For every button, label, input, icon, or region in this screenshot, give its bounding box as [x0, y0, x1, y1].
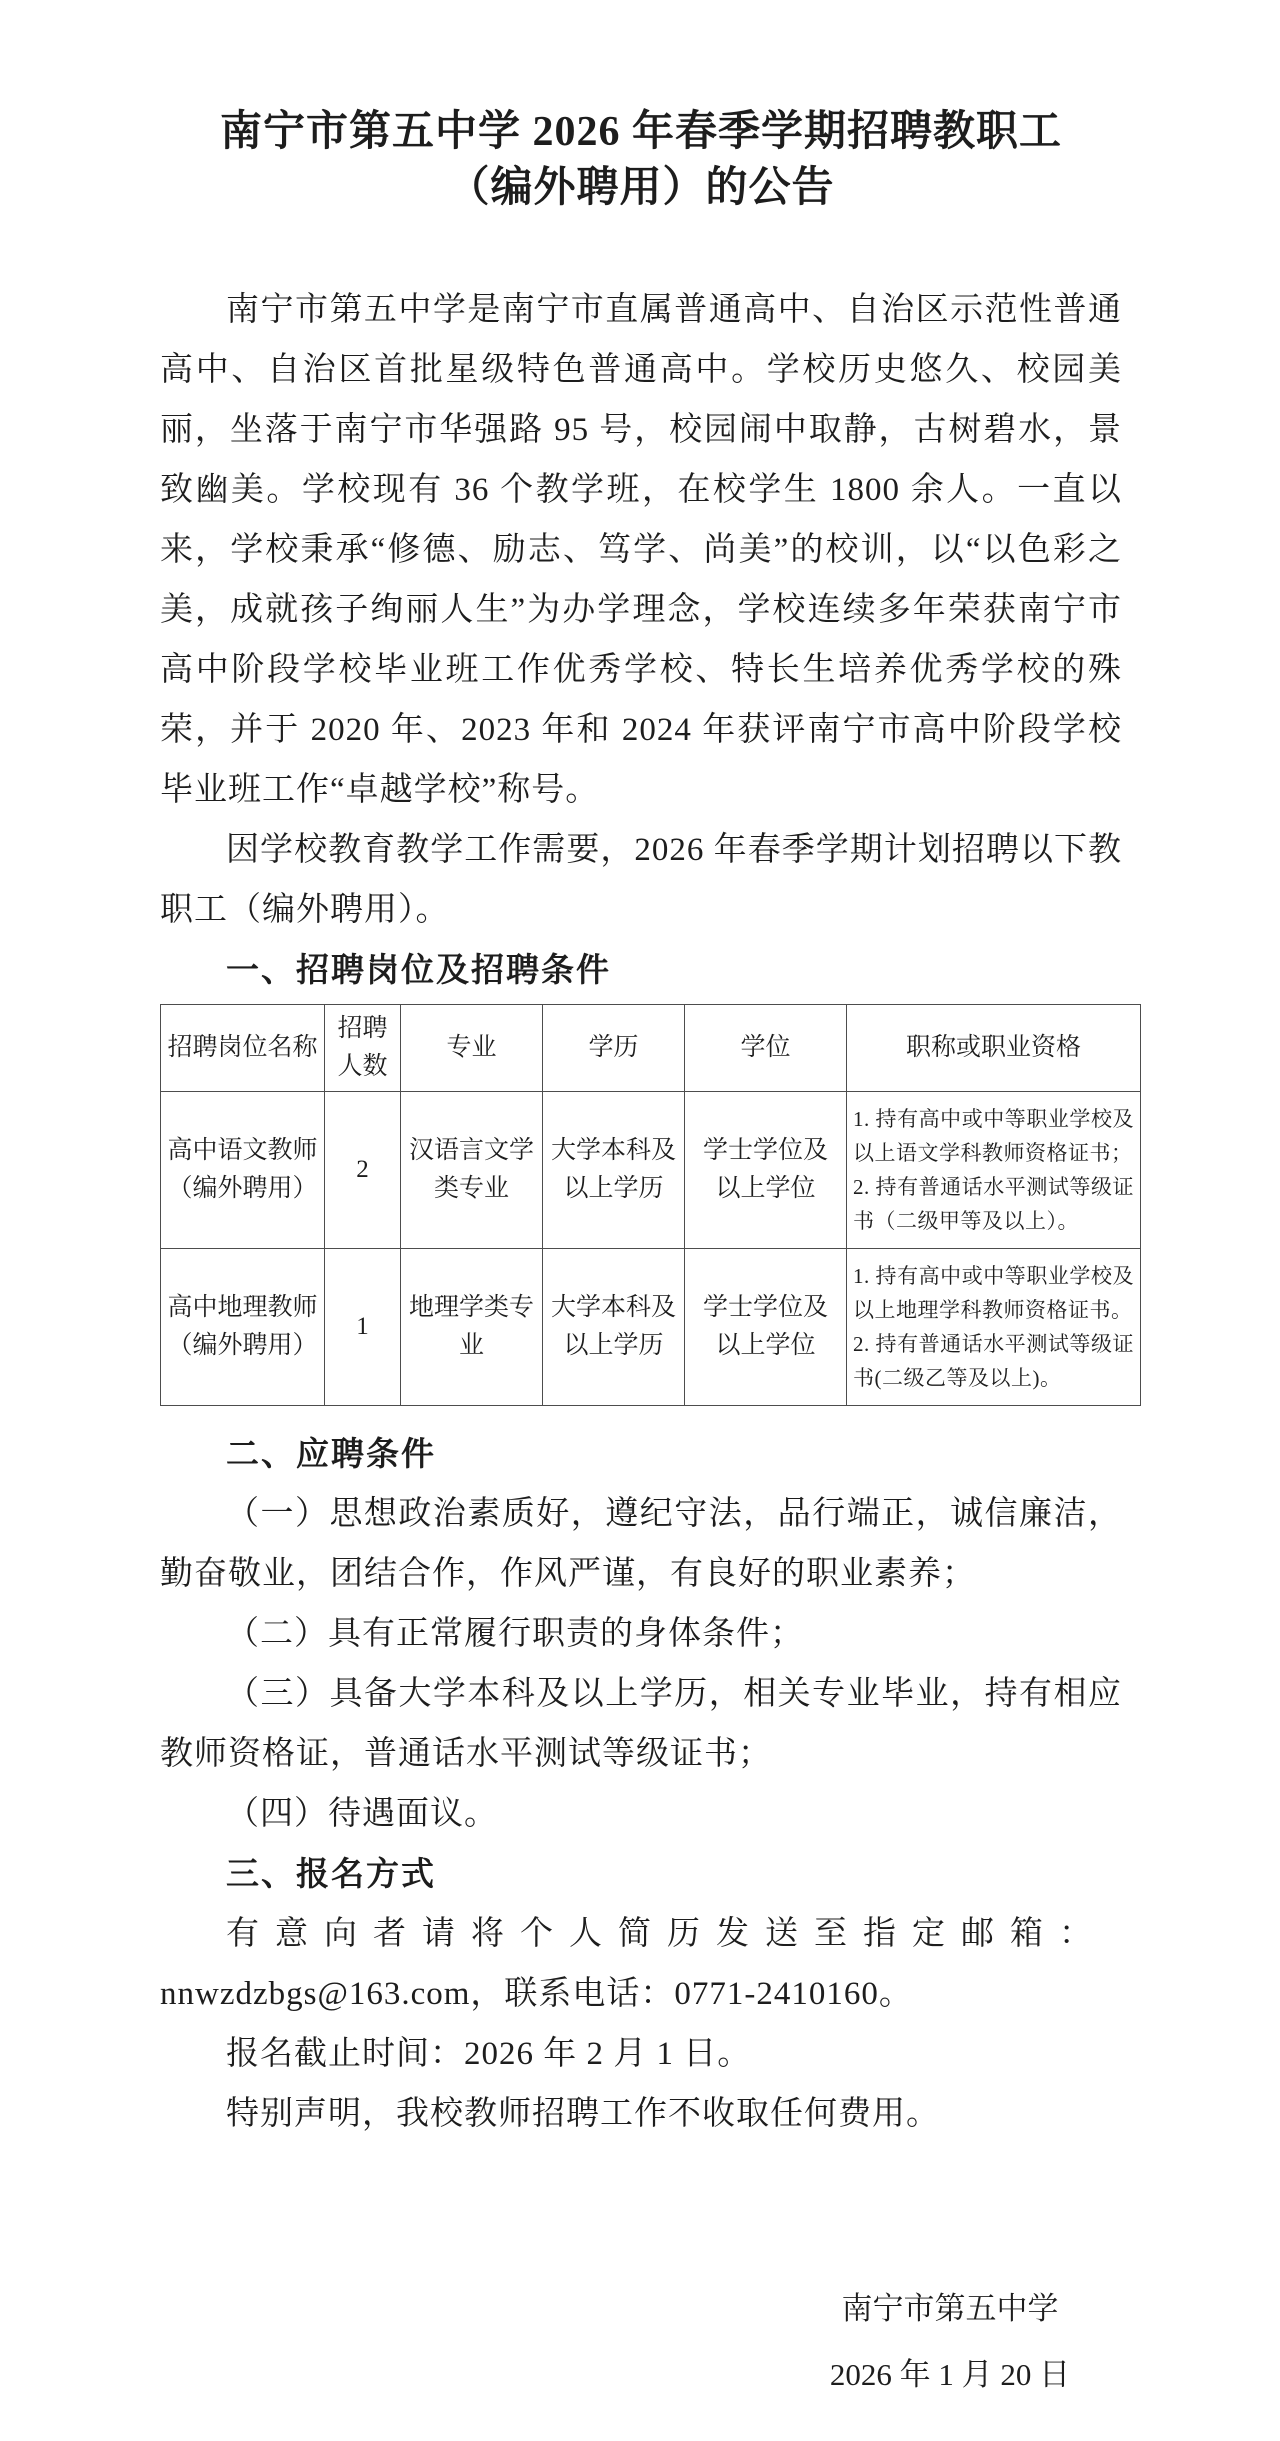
- major-cell: 汉语言文学类专业: [401, 1092, 543, 1249]
- qualification-item: 1. 持有高中或中等职业学校及以上地理学科教师资格证书。: [853, 1264, 1134, 1322]
- qualification-cell: [847, 1092, 1141, 1249]
- count-cell: 2: [325, 1092, 401, 1249]
- deadline-line: 报名截止时间：2026 年 2 月 1 日。: [226, 2036, 752, 2072]
- requirement-item-4: （四）待遇面议。: [226, 1796, 498, 1832]
- header-cell-education: 学历: [543, 1005, 685, 1092]
- intro-paragraph-2: 因学校教育教学工作需要，2026 年春季学期计划招聘以下教职工（编外聘用）。: [160, 832, 1122, 928]
- page-title: [160, 104, 1122, 216]
- table-row: [161, 1249, 1141, 1406]
- qualification-cell: [847, 1249, 1141, 1406]
- degree-cell: 学士学位及以上学位: [685, 1092, 847, 1249]
- footer-date: 2026 年 1 月 20 日: [829, 2357, 1071, 2392]
- position-cell: 高中地理教师（编外聘用）: [161, 1249, 325, 1406]
- header-cell-qualification: 职称或职业资格: [847, 1005, 1141, 1092]
- table-header-row: [161, 1005, 1141, 1092]
- requirement-item-2: （二）具有正常履行职责的身体条件；: [226, 1616, 804, 1652]
- qualification-item: 1. 持有高中或中等职业学校及以上语文学科教师资格证书；: [853, 1107, 1134, 1165]
- section-1-heading: 一、招聘岗位及招聘条件: [226, 951, 611, 988]
- header-cell-degree: 学位: [685, 1005, 847, 1092]
- contact-lead-line: 有意向者请将个人简历发送至指定邮箱：: [226, 1916, 1108, 1952]
- contact-email-phone: nnwzdzbgs@163.com，联系电话：0771-2410160。: [160, 1976, 913, 2012]
- application-requirements: [160, 1484, 1122, 1844]
- education-cell: 大学本科及以上学历: [543, 1092, 685, 1249]
- document-footer: [800, 2276, 1100, 2408]
- qualification-item: 2. 持有普通话水平测试等级证书（二级甲等及以上）。: [853, 1175, 1134, 1233]
- header-cell-position: 招聘岗位名称: [161, 1005, 325, 1092]
- page-title-line-2: （编外聘用）的公告: [447, 165, 835, 211]
- count-cell: 1: [325, 1249, 401, 1406]
- registration-info: [160, 1904, 1122, 2144]
- degree-cell: 学士学位及以上学位: [685, 1249, 847, 1406]
- requirement-item-1: （一）思想政治素质好，遵纪守法，品行端正，诚信廉洁，勤奋敬业，团结合作，作风严谨，有良好的职业素养；: [160, 1496, 1122, 1592]
- table-row: [161, 1092, 1141, 1249]
- education-cell: 大学本科及以上学历: [543, 1249, 685, 1406]
- page-title-line-1: 南宁市第五中学 2026 年春季学期招聘教职工: [219, 109, 1062, 155]
- recruitment-table: [160, 1004, 1141, 1406]
- requirement-item-3: （三）具备大学本科及以上学历，相关专业毕业，持有相应教师资格证，普通话水平测试等级证书；: [160, 1676, 1122, 1772]
- position-cell: 高中语文教师（编外聘用）: [161, 1092, 325, 1249]
- section-3-heading: 三、报名方式: [226, 1855, 436, 1892]
- footer-signature: 南宁市第五中学: [841, 2291, 1059, 2326]
- disclaimer-line: 特别声明，我校教师招聘工作不收取任何费用。: [226, 2096, 940, 2132]
- header-cell-count: 招聘人数: [325, 1005, 401, 1092]
- header-cell-major: 专业: [401, 1005, 543, 1092]
- intro-section: [160, 280, 1122, 940]
- section-2-heading: 二、应聘条件: [226, 1435, 436, 1472]
- major-cell: 地理学类专业: [401, 1249, 543, 1406]
- qualification-item: 2. 持有普通话水平测试等级证书(二级乙等及以上)。: [853, 1332, 1134, 1390]
- intro-paragraph-1: 南宁市第五中学是南宁市直属普通高中、自治区示范性普通高中、自治区首批星级特色普通高中。学校历史悠久、校园美丽，坐落于南宁市华强路 95 号，校园闹中取静，古树碧水，景致幽美。学校现有 36 个教学班，在校学生 1800 余人。一直以来，学校秉承“修德、励志、笃学、尚美”的校训，以“以色彩之美，成就孩子绚丽人生”为办学理念，学校连续多年荣获南宁市高中阶段学校毕业班工作优秀学校、特长生培养优秀学校的殊荣，并于 2020 年、2023 年和 2024 年获评南宁市高中阶段学校毕业班工作“卓越学校”称号。: [160, 292, 1123, 808]
